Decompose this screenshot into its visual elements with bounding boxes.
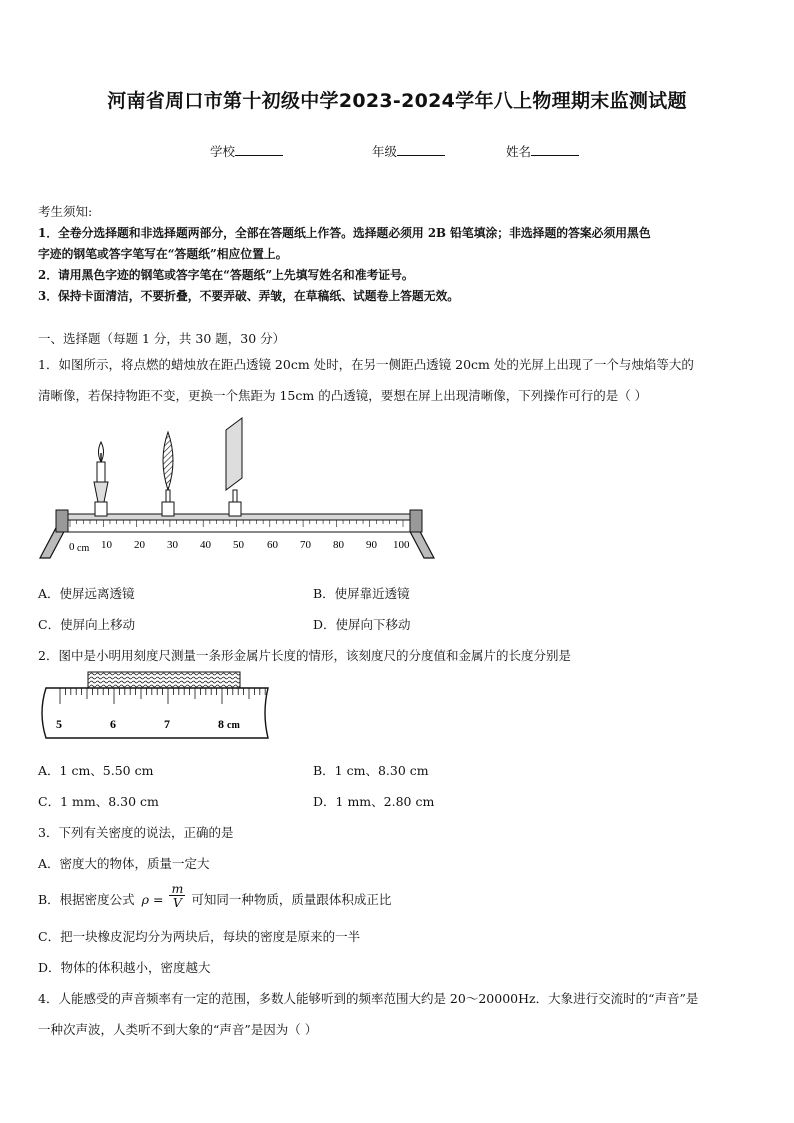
q3-option-b-suffix: 可知同一种物质，质量跟体积成正比 — [191, 892, 392, 907]
q3-text: 3．下列有关密度的说法，正确的是 — [38, 825, 234, 840]
q4-text-line1: 4．人能感受的声音频率有一定的范围，多数人能够听到的频率范围大约是 20～20000Hz．大象进行交流时的“声音”是 — [38, 991, 699, 1006]
light-screen — [226, 418, 242, 516]
bench-label-100: 100 — [393, 539, 410, 551]
bench-label-20: 20 — [134, 539, 145, 551]
name-field[interactable] — [506, 142, 579, 160]
candle-body — [97, 462, 105, 482]
q3-option-c[interactable]: C．把一块橡皮泥均分为两块后，每块的密度是原来的一半 — [38, 929, 361, 944]
notice-item-3: 3．保持卡面清洁，不要折叠，不要弄破、弄皱，在草稿纸、试题卷上答题无效。 — [38, 289, 460, 303]
bench-label-10: 10 — [101, 539, 112, 551]
q2-option-d[interactable]: D．1 mm、2.80 cm — [313, 794, 435, 809]
q2-option-c[interactable]: C．1 mm、8.30 cm — [38, 794, 159, 809]
q1-option-b[interactable]: B．使屏靠近透镜 — [313, 586, 410, 601]
rho-symbol: ρ — [141, 892, 150, 907]
bench-label-30: 30 — [167, 539, 178, 551]
grade-label: 年级 — [372, 144, 398, 159]
bench-label-70: 70 — [300, 539, 311, 551]
bench-label-90: 90 — [366, 539, 377, 551]
school-field[interactable] — [210, 142, 283, 160]
lens-stem — [166, 490, 170, 502]
density-fraction — [169, 882, 185, 909]
ruler-figure — [36, 668, 276, 748]
screen-panel — [226, 418, 242, 490]
equals-sign: = — [153, 892, 164, 907]
bench-label-0: 0 — [69, 541, 75, 553]
fraction-numerator: m — [171, 881, 184, 896]
notice-item-1: 1．全卷分选择题和非选择题两部分，全部在答题纸上作答。选择题必须用 2B 铅笔填涂；非选择题的答案必须用黑色 — [38, 226, 651, 240]
q1-option-c[interactable]: C．使屏向上移动 — [38, 617, 136, 632]
candle-holder — [94, 482, 108, 502]
ruler-label-8: 8 — [218, 717, 224, 731]
school-blank[interactable] — [235, 143, 283, 156]
school-label: 学校 — [210, 144, 236, 159]
screen-stem — [233, 490, 237, 502]
ruler-label-cm: cm — [227, 720, 240, 731]
q1-text-line2: 清晰像，若保持物距不变，更换一个焦距为 15cm 的凸透镜，要想在屏上出现清晰像，下列操作可行的是（ ） — [38, 388, 648, 403]
bench-scale — [68, 520, 410, 532]
q3-option-a[interactable]: A．密度大的物体，质量一定大 — [38, 856, 210, 871]
grade-field[interactable] — [372, 142, 445, 160]
name-blank[interactable] — [531, 143, 579, 156]
bench-label-50: 50 — [233, 539, 244, 551]
ruler-label-7: 7 — [164, 717, 170, 731]
screen-clamp — [229, 502, 241, 516]
metal-strip — [88, 672, 240, 688]
lens-body — [163, 432, 173, 490]
notice-item-2: 2．请用黑色字迹的钢笔或答字笔在“答题纸”上先填写姓名和准考证号。 — [38, 268, 414, 282]
candle-clamp — [95, 502, 107, 516]
section-heading: 一、选择题（每题 1 分，共 30 题，30 分） — [38, 331, 286, 346]
q3-option-d[interactable]: D．物体的体积越小，密度越大 — [38, 960, 211, 975]
notice-heading: 考生须知: — [38, 204, 93, 219]
left-bench-end — [56, 510, 68, 532]
bench-label-80: 80 — [333, 539, 344, 551]
right-bench-end — [410, 510, 422, 532]
optical-bench-figure — [36, 410, 436, 570]
notice-item-1-cont: 字迹的钢笔或答字笔写在“答题纸”相应位置上。 — [38, 247, 288, 261]
bench-label-cm: cm — [77, 543, 90, 554]
name-label: 姓名 — [506, 144, 532, 159]
fraction-denominator: V — [172, 895, 182, 910]
lens-clamp — [162, 502, 174, 516]
page-title: 河南省周口市第十初级中学2023-2024学年八上物理期末监测试题 — [107, 90, 687, 112]
q1-option-d[interactable]: D．使屏向下移动 — [313, 617, 411, 632]
grade-blank[interactable] — [397, 143, 445, 156]
q3-option-b-prefix: B．根据密度公式 — [38, 892, 135, 907]
q2-option-a[interactable]: A．1 cm、5.50 cm — [38, 763, 154, 778]
q2-option-b[interactable]: B．1 cm、8.30 cm — [313, 763, 429, 778]
q3-option-b[interactable] — [38, 882, 391, 916]
q4-text-line2: 一种次声波，人类听不到大象的“声音”是因为（ ） — [38, 1022, 318, 1037]
bench-label-60: 60 — [267, 539, 278, 551]
q1-option-a[interactable]: A．使屏远离透镜 — [38, 586, 135, 601]
q1-text-line1: 1．如图所示，将点燃的蜡烛放在距凸透镜 20cm 处时，在另一侧距凸透镜 20cm 处的光屏上出现了一个与烛焰等大的 — [38, 357, 694, 372]
ruler-label-5: 5 — [56, 717, 62, 731]
bench-label-40: 40 — [200, 539, 211, 551]
ruler-label-6: 6 — [110, 717, 116, 731]
convex-lens — [162, 432, 174, 516]
candle — [94, 442, 108, 516]
q2-text: 2．图中是小明用刻度尺测量一条形金属片长度的情形，该刻度尺的分度值和金属片的长度分别是 — [38, 648, 571, 663]
